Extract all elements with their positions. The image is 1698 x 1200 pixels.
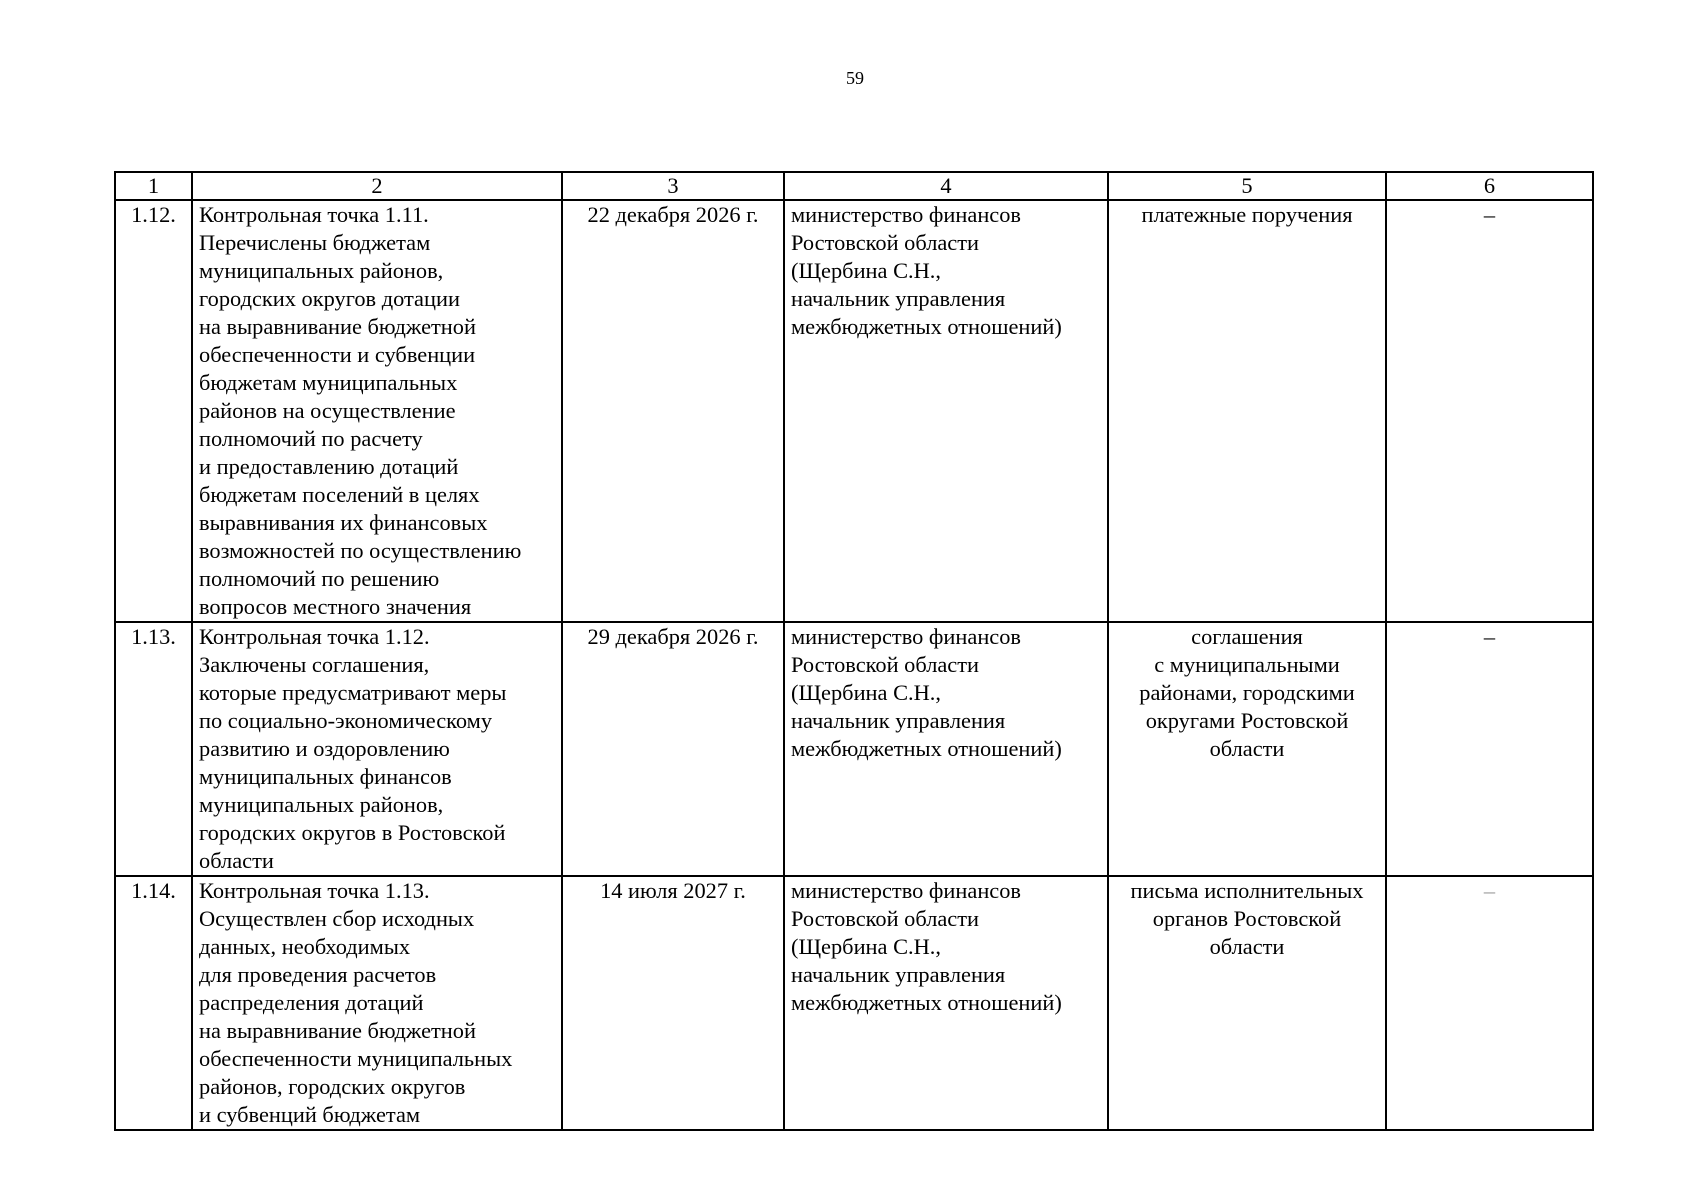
column-header-3: 3 <box>562 172 784 200</box>
column-header-2: 2 <box>192 172 562 200</box>
row-description: Контрольная точка 1.12. Заключены соглашения, которые предусматривают меры по социально-экономическому развитию и оздоровлению муниципальных финансов муниципальных районов, городских округов в Ростовской области <box>192 622 562 876</box>
row-col6: – <box>1386 622 1593 876</box>
row-number: 1.13. <box>115 622 192 876</box>
row-document: письма исполнительных органов Ростовской области <box>1108 876 1386 1130</box>
row-description: Контрольная точка 1.11. Перечислены бюджетам муниципальных районов, городских округов дотации на выравнивание бюджетной обеспеченности и субвенции бюджетам муниципальных районов на осуществление полномочий по расчету и предоставлению дотаций бюджетам поселений в целях выравнивания их финансовых возможностей по осуществлению полномочий по решению вопросов местного значения <box>192 200 562 622</box>
row-date: 14 июля 2027 г. <box>562 876 784 1130</box>
row-description: Контрольная точка 1.13. Осуществлен сбор исходных данных, необходимых для проведения расчетов распределения дотаций на выравнивание бюджетной обеспеченности муниципальных районов, городских округов и субвенций бюджетам <box>192 876 562 1130</box>
row-number: 1.14. <box>115 876 192 1130</box>
column-header-6: 6 <box>1386 172 1593 200</box>
column-header-5: 5 <box>1108 172 1386 200</box>
row-document: соглашения с муниципальными районами, городскими округами Ростовской области <box>1108 622 1386 876</box>
row-date: 29 декабря 2026 г. <box>562 622 784 876</box>
column-header-4: 4 <box>784 172 1108 200</box>
row-number: 1.12. <box>115 200 192 622</box>
row-date: 22 декабря 2026 г. <box>562 200 784 622</box>
table-row <box>115 876 1593 1130</box>
header-row <box>115 172 1593 200</box>
row-responsible: министерство финансов Ростовской области (Щербина С.Н., начальник управления межбюджетных отношений) <box>784 200 1108 622</box>
row-responsible: министерство финансов Ростовской области (Щербина С.Н., начальник управления межбюджетных отношений) <box>784 622 1108 876</box>
table-row <box>115 622 1593 876</box>
row-responsible: министерство финансов Ростовской области (Щербина С.Н., начальник управления межбюджетных отношений) <box>784 876 1108 1130</box>
row-col6: – <box>1386 876 1593 1130</box>
table-row <box>115 200 1593 622</box>
schedule-table <box>114 171 1594 1131</box>
column-header-1: 1 <box>115 172 192 200</box>
row-col6: – <box>1386 200 1593 622</box>
page-number: 59 <box>846 68 864 88</box>
row-document: платежные поручения <box>1108 200 1386 622</box>
